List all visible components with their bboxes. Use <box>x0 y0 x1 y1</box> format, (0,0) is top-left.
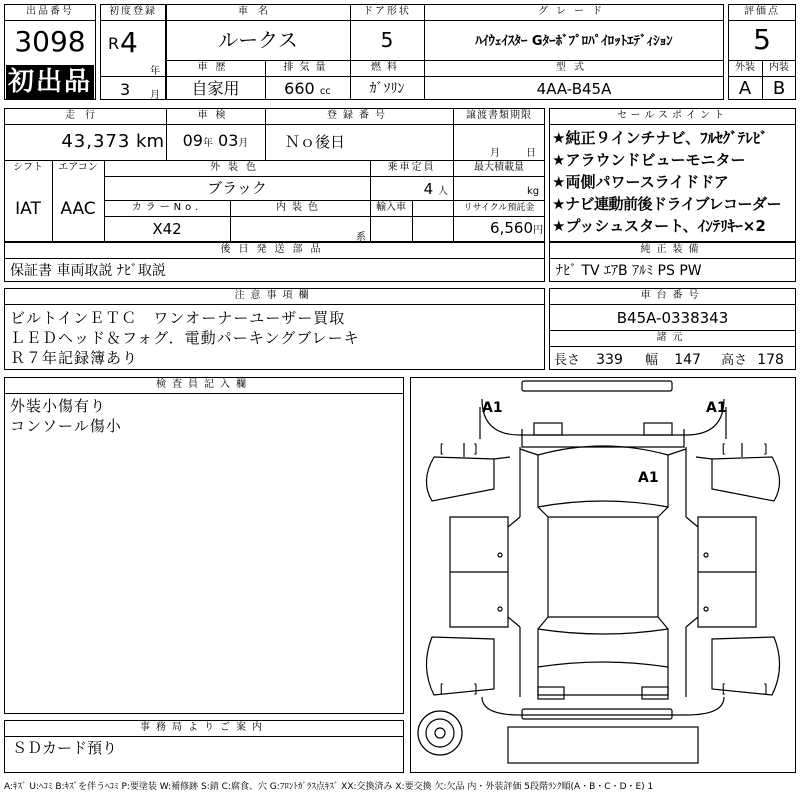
shift: IAT <box>15 199 41 219</box>
chassis-number: B45A-0338343 <box>616 309 729 327</box>
inspection <box>166 131 265 150</box>
era: R <box>108 34 120 53</box>
fuel-label: 燃料 <box>371 62 403 73</box>
car-name-label: 車名 <box>238 6 278 17</box>
length-label: 長さ <box>554 353 581 368</box>
damage-mark-hood: A1 <box>638 470 659 486</box>
recycle-label: リサイクル預託金 <box>463 203 535 213</box>
equipment-label: 純正装備 <box>640 244 705 255</box>
exterior-label: 外装 <box>735 62 755 73</box>
svg-text:[: [ <box>438 442 446 456</box>
lot-number-label: 出品番号 <box>26 6 74 17</box>
office-label: 事務局よりご案内 <box>140 722 268 733</box>
damage-mark-front-left: A1 <box>482 400 503 416</box>
insp-month: 03 <box>218 131 239 150</box>
mileage-unit: km <box>136 131 164 152</box>
mileage <box>4 131 164 152</box>
legend: A:ｷｽﾞ U:ﾍｺﾐ B:ｷｽﾞを伴うﾍｺﾐ P:要塗装 W:補修跡 S:錆 C:腐食、穴 G:ﾌﾛﾝﾄｶﾞﾗｽ点ｷｽﾞ XX:交換済み X:要交換 欠:欠品 内・外装評価 5段階ﾗﾝｸ順(A・B・C・D・E) 1 <box>4 782 654 792</box>
insp-year-unit: 年 <box>202 138 213 149</box>
note-line: Ｒ７年記録簿あり <box>10 349 139 367</box>
width-label: 幅 <box>645 353 659 368</box>
insp-month-unit: 月 <box>238 138 249 149</box>
selling-points-label: セールスポイント <box>616 110 729 121</box>
recycle-unit: 円 <box>533 225 543 236</box>
color: ブラック <box>207 179 267 197</box>
office-notice: ＳＤカード預り <box>12 739 118 757</box>
insp-year: 09 <box>182 131 203 150</box>
max-load-unit: kg <box>527 186 540 197</box>
aircon: AAC <box>60 199 96 219</box>
interior-grade: B <box>772 78 786 99</box>
model-label: 型式 <box>556 62 592 73</box>
capacity-value: 4 <box>423 180 434 198</box>
inspector-line: コンソール傷小 <box>10 417 122 435</box>
first-listing-badge: 初出品 <box>7 67 92 97</box>
first-reg-label: 初度登録 <box>109 6 157 17</box>
fuel: ｶﾞｿﾘﾝ <box>369 81 405 97</box>
transfer-label: 譲渡書類期限 <box>466 110 532 121</box>
car-name: ルークス <box>218 28 298 52</box>
inspector-lines <box>10 396 122 436</box>
inspector-line: 外装小傷有り <box>10 397 107 415</box>
width: 147 <box>674 352 701 368</box>
notes-lines <box>10 308 360 368</box>
height: 178 <box>757 352 784 368</box>
svg-text:]: ] <box>472 682 480 696</box>
interior-color-label: 内装色 <box>276 202 324 213</box>
svg-text:[: [ <box>438 682 446 696</box>
selling-point: ★純正９インチナビ、ﾌﾙｾｸﾞﾃﾚﾋﾞ <box>552 129 768 147</box>
note-line: ＬＥＤヘッド＆フォグ．電動パーキングブレーキ <box>10 329 360 347</box>
score: 5 <box>753 23 771 56</box>
chassis-label: 車台番号 <box>640 290 705 301</box>
length: 339 <box>596 352 623 368</box>
capacity-label: 乗車定員 <box>387 162 436 173</box>
equipment: ﾅﾋﾞ TV ｴｱB ｱﾙﾐ PS PW <box>556 263 702 279</box>
selling-point: ★両側パワースライドドア <box>552 173 729 191</box>
notes-label: 注意事項欄 <box>234 290 315 301</box>
later-parts-label: 後日発送部品 <box>220 244 329 255</box>
mileage-label: 走行 <box>65 110 105 121</box>
year-unit: 年 <box>150 66 160 77</box>
history-label: 車歴 <box>197 62 234 73</box>
displacement <box>265 79 350 98</box>
aircon-label: エアコン <box>58 162 98 173</box>
doors: 5 <box>380 28 394 52</box>
color-label: 外装色 <box>210 162 264 173</box>
exterior-grade: A <box>738 78 752 99</box>
score-label: 評価点 <box>744 6 780 17</box>
capacity-unit: 人 <box>438 186 448 197</box>
selling-point: ★アラウンドビューモニター <box>552 151 746 169</box>
recycle-value: 6,560 <box>490 219 533 237</box>
reg-number: Ｎｏ後日 <box>285 133 346 151</box>
grade-label: グレード <box>538 6 610 17</box>
history: 自家用 <box>191 79 240 98</box>
svg-text:]: ] <box>762 442 770 456</box>
selling-points-list <box>552 127 794 237</box>
shift-label: シフト <box>13 162 43 173</box>
inspector-label: 検査員記入欄 <box>156 379 252 390</box>
note-line: ビルトインＥＴＣ ワンオーナーユーザー買取 <box>10 309 346 327</box>
month-unit: 月 <box>150 90 160 101</box>
reg-year: 4 <box>120 26 138 59</box>
selling-point: ★プッシュスタート、ｲﾝﾃﾘｷｰ×2 <box>552 217 766 235</box>
door-label: ドア形状 <box>363 6 411 17</box>
svg-text:[: [ <box>720 682 728 696</box>
dimensions-label: 諸元 <box>656 332 689 343</box>
transfer-month-unit: 月 <box>490 148 500 159</box>
height-label: 高さ <box>721 353 748 368</box>
model: 4AA-B45A <box>536 80 612 98</box>
svg-text:[: [ <box>720 442 728 456</box>
inspection-label: 車検 <box>197 110 234 121</box>
reg-month: 3 <box>120 80 131 99</box>
max-load-label: 最大積載量 <box>474 162 524 173</box>
color-no-label: カラーNo. <box>131 202 203 213</box>
displacement-value: 660 <box>284 79 315 98</box>
later-parts: 保証書 車両取説 ﾅﾋﾞ取説 <box>10 263 166 279</box>
capacity <box>370 180 448 198</box>
import-label: 輸入車 <box>376 202 406 213</box>
dimensions <box>554 349 794 368</box>
lot-number: 3098 <box>14 25 86 58</box>
displacement-unit: cc <box>319 86 331 97</box>
interior-label: 内装 <box>769 62 789 73</box>
transfer-day-unit: 日 <box>526 148 536 159</box>
svg-text:]: ] <box>762 682 770 696</box>
reg-number-label: 登録番号 <box>327 110 391 121</box>
damage-mark-front-right: A1 <box>706 400 727 416</box>
interior-color-unit: 系 <box>356 232 366 243</box>
color-no: X42 <box>152 220 182 238</box>
mileage-value: 43,373 <box>61 131 131 152</box>
grade: ﾊｲｳｪｲｽﾀｰ Gﾀｰﾎﾞﾌﾟﾛﾊﾟｲﾛｯﾄｴﾃﾞｨｼｮﾝ <box>475 34 673 49</box>
displacement-label: 排気量 <box>283 62 332 73</box>
selling-point: ★ナビ連動前後ドライブレコーダー <box>552 195 781 213</box>
car-diagram <box>410 377 796 773</box>
svg-text:]: ] <box>472 442 480 456</box>
recycle <box>453 219 543 237</box>
